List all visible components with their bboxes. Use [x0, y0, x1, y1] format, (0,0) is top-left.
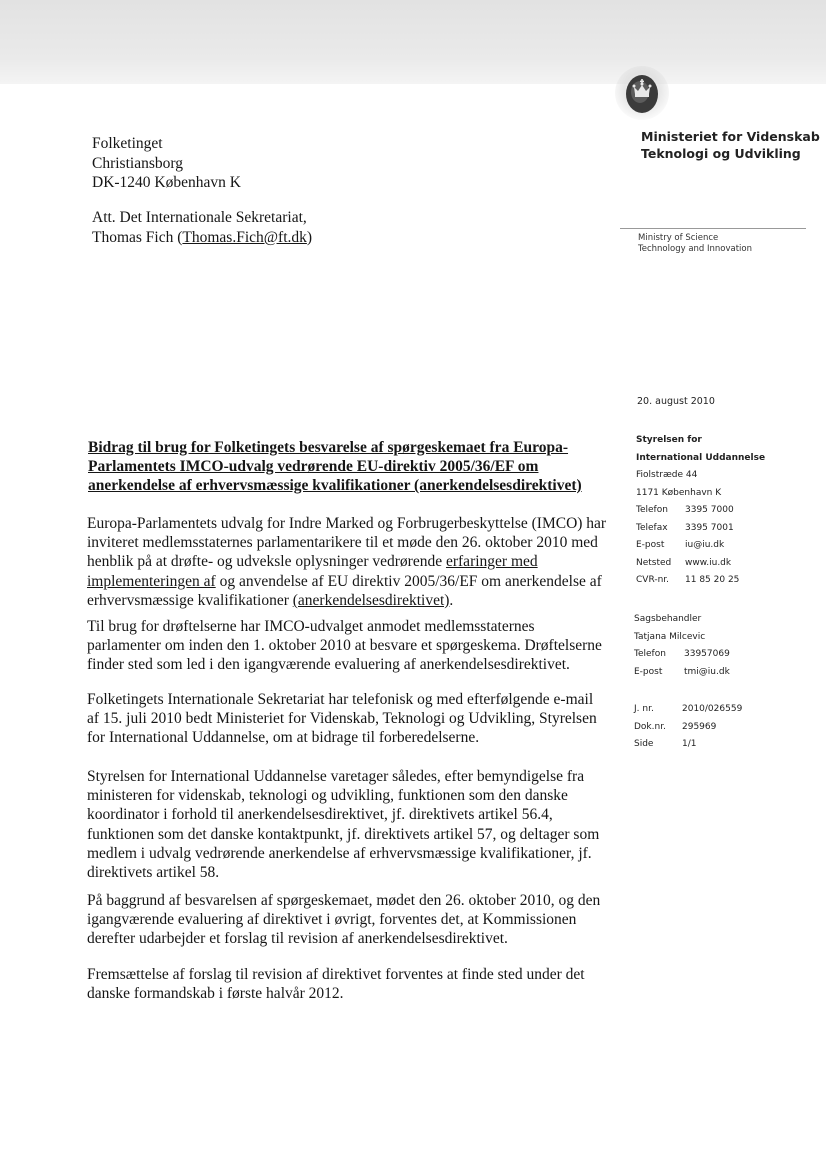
field-value: 1/1 [682, 739, 697, 749]
case-field-row [634, 646, 730, 664]
crown-seal-icon [615, 66, 669, 120]
field-label: Telefon [636, 505, 668, 515]
reference-row [634, 701, 742, 719]
recipient-address [92, 134, 241, 193]
case-handler-name: Tatjana Milcevic [634, 631, 706, 642]
sender-org: International Uddannelse [636, 452, 766, 463]
ministry-name-en-line: Technology and Innovation [638, 244, 753, 254]
ministry-name-line: Ministeriet for Videnskab [641, 129, 820, 144]
field-value: www.iu.dk [685, 557, 732, 568]
ministry-name-danish [641, 128, 820, 162]
ministry-name-line: Teknologi og Udvikling [641, 146, 801, 161]
sender-field-row [636, 572, 765, 590]
attention-line: Att. Det Internationale Sekretariat, [92, 209, 307, 226]
recipient-line: DK-1240 København K [92, 174, 241, 191]
field-value: tmi@iu.dk [684, 666, 730, 677]
field-value: 2010/026559 [682, 704, 743, 714]
sender-field-row [636, 502, 765, 520]
body-paragraph [87, 514, 607, 610]
case-handler-label: Sagsbehandler [634, 614, 702, 624]
underlined-phrase: (anerkendelsesdirektivet) [292, 591, 450, 609]
body-paragraph: Styrelsen for International Uddannelse varetager således, efter bemyndigelse fra ministeren for videnskab, teknologi og udvikling, funktionen som den danske koordinator i forhold til anerkendelsesdirektivet, jf. direktivets artikel 56.4, funktionen som det danske kontaktpunkt, jf. direktivets artikel 57, og deltager som medlem i udvalg vedrørende anerkendelse af erhvervsmæssige kvalifikationer, jf. direktivets artikel 58. [87, 768, 600, 882]
field-label: Telefax [636, 522, 668, 533]
sender-block [636, 432, 765, 590]
ministry-name-english [638, 233, 752, 255]
paragraph-text: Europa-Parlamentets udvalg for Indre Marked og Forbrugerbeskyttelse (IMCO) har inviteret medlemsstaternes parlamentarikere til et møde den 26. oktober 2010 med henblik på at drøfte- og udveksle oplysninger vedrørende [87, 515, 607, 571]
sender-field-row [636, 520, 765, 538]
body-paragraph: Til brug for drøftelserne har IMCO-udvalget anmodet medlemsstaternes parlamenter om inden den 1. oktober 2010 at besvare et spørgeskema. Drøftelserne finder sted som led i den igangværende evaluering af anerkendelsesdirektivet. [87, 618, 602, 674]
ministry-divider [620, 228, 806, 229]
sender-org: Styrelsen for [636, 435, 702, 445]
contact-close: ) [306, 228, 313, 246]
reference-block [634, 701, 742, 754]
paragraph-text: og anvendelse af EU direktiv 2005/36/EF om anerkendelse af erhvervsmæssige kvalifikationer [87, 572, 602, 609]
field-label: Dok.nr. [634, 721, 666, 732]
contact-line [92, 228, 312, 248]
recipient-line: Folketinget [92, 135, 163, 152]
reference-row [634, 736, 742, 754]
letter-subject-heading: Bidrag til brug for Folketingets besvarelse af spørgeskemaet fra Europa-Parlamentets IMCO-udvalg vedrørende EU-direktiv 2005/36/EF om anerkendelse af erhvervsmæssige kvalifikationer (anerkendelsesdirektivet) [88, 439, 582, 494]
field-label: E-post [634, 666, 663, 677]
body-paragraph: På baggrund af besvarelsen af spørgeskemaet, mødet den 26. oktober 2010, og den igangværende evaluering af direktivet i øvrigt, forventes det, at Kommissionen derefter udarbejder et forslag til revision af anerkendelsesdirektivet. [87, 892, 601, 948]
paragraph-text: . [449, 591, 454, 609]
field-value: 3395 7001 [685, 522, 734, 533]
field-label: CVR-nr. [636, 575, 670, 585]
field-value: 33957069 [684, 649, 730, 659]
field-label: E-post [636, 540, 665, 550]
field-label: Telefon [634, 649, 666, 659]
sender-field-row [636, 555, 765, 573]
contact-email-link[interactable]: Thomas.Fich@ft.dk [182, 228, 307, 246]
body-paragraph: Fremsættelse af forslag til revision af direktivet forventes at finde sted under det danske formandskab i første halvår 2012. [87, 966, 585, 1003]
attention-block [92, 208, 312, 247]
contact-name: Thomas Fich ( [92, 228, 183, 246]
field-value: 3395 7000 [685, 505, 734, 515]
scan-header-band [0, 0, 826, 84]
case-handler-block [634, 611, 730, 681]
field-label: Netsted [636, 557, 672, 568]
field-value: 295969 [682, 721, 717, 732]
letter-date: 20. august 2010 [637, 396, 715, 407]
ministry-name-en-line: Ministry of Science [638, 233, 719, 243]
field-label: J. nr. [634, 704, 654, 714]
field-label: Side [634, 739, 654, 749]
case-field-row [634, 664, 730, 682]
body-paragraph: Folketingets Internationale Sekretariat har telefonisk og med efterfølgende e-mail af 15. juli 2010 bedt Ministeriet for Videnskab, Teknologi og Udvikling, Styrelsen for International Uddannelse, om at bidrage til forberedelserne. [87, 691, 597, 747]
sender-street: Fiolstræde 44 [636, 470, 698, 480]
underlined-phrase: erfaringer med implementeringen af [87, 553, 538, 590]
field-value: iu@iu.dk [685, 540, 725, 550]
recipient-line: Christiansborg [92, 154, 183, 172]
sender-city: 1171 København K [636, 487, 722, 498]
sender-field-row [636, 537, 765, 555]
field-value: 11 85 20 25 [685, 575, 740, 585]
reference-row [634, 719, 742, 737]
